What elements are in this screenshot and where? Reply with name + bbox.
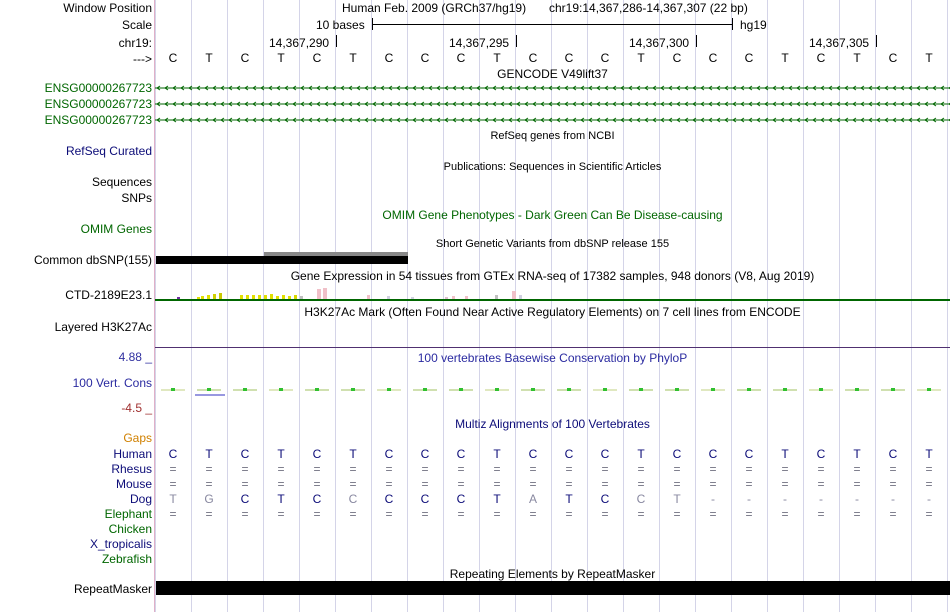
base-letter: C	[240, 51, 250, 65]
base-letter: T	[349, 51, 357, 65]
alignment-base: =	[709, 507, 717, 521]
alignment-base: =	[925, 477, 933, 491]
alignment-base: =	[889, 507, 897, 521]
gencode-track-title: GENCODE V49lift37	[497, 67, 608, 81]
alignment-base: =	[205, 507, 213, 521]
phylop-min-label: -4.5 _	[121, 401, 152, 415]
alignment-base: =	[817, 462, 825, 476]
alignment-base: -	[747, 492, 751, 506]
alignment-base: C	[348, 492, 358, 506]
base-letter: T	[925, 51, 933, 65]
repeatmasker-track-label[interactable]: RepeatMasker	[73, 582, 152, 596]
alignment-base: =	[493, 477, 501, 491]
alignment-base: =	[457, 507, 465, 521]
alignment-base: =	[349, 477, 357, 491]
alignment-base: =	[781, 477, 789, 491]
alignment-base: =	[241, 477, 249, 491]
alignment-base: =	[781, 507, 789, 521]
alignment-base: =	[277, 477, 285, 491]
alignment-base: =	[637, 462, 645, 476]
alignment-base: =	[385, 507, 393, 521]
base-letter: C	[888, 51, 898, 65]
refseq-track-title: RefSeq genes from NCBI	[490, 130, 615, 142]
position-text: chr19:14,367,286-14,367,307 (22 bp)	[549, 1, 748, 15]
alignment-base: C	[312, 447, 322, 461]
species-label-x-tropicalis[interactable]: X_tropicalis	[89, 537, 152, 551]
alignment-base: =	[889, 462, 897, 476]
snps-track-label[interactable]: SNPs	[121, 191, 152, 205]
species-label-human[interactable]: Human	[113, 447, 152, 461]
alignment-base: =	[745, 507, 753, 521]
phylop-track-label[interactable]: 100 Vert. Cons	[72, 376, 152, 390]
base-letter: C	[816, 51, 826, 65]
base-letter: T	[277, 51, 285, 65]
alignment-base: G	[204, 492, 214, 506]
alignment-base: =	[349, 507, 357, 521]
track-area[interactable]	[155, 0, 950, 612]
alignment-base: T	[169, 492, 177, 506]
alignment-base: T	[205, 447, 213, 461]
base-letter: C	[708, 51, 718, 65]
alignment-base: =	[817, 507, 825, 521]
alignment-base: C	[564, 447, 574, 461]
phylop-track-title: 100 vertebrates Basewise Conservation by PhyloP	[417, 351, 688, 365]
strand-label: --->	[133, 52, 152, 66]
alignment-base: =	[853, 507, 861, 521]
alignment-base: =	[205, 477, 213, 491]
base-letter: T	[637, 51, 645, 65]
alignment-base: =	[565, 477, 573, 491]
db-text: hg19	[740, 18, 767, 32]
alignment-base: T	[925, 447, 933, 461]
alignment-base: =	[421, 462, 429, 476]
dbsnp-track-label[interactable]: Common dbSNP(155)	[33, 253, 152, 267]
alignment-base: T	[493, 492, 501, 506]
alignment-base: =	[313, 477, 321, 491]
base-letter: T	[205, 51, 213, 65]
alignment-base: =	[925, 462, 933, 476]
species-label-dog[interactable]: Dog	[129, 492, 152, 506]
alignment-base: -	[783, 492, 787, 506]
alignment-base: C	[168, 447, 178, 461]
alignment-base: -	[819, 492, 823, 506]
alignment-base: C	[708, 447, 718, 461]
h3k27ac-track-label[interactable]: Layered H3K27Ac	[54, 320, 152, 334]
alignment-base: =	[745, 477, 753, 491]
multiz-gaps-label: Gaps	[123, 431, 152, 445]
alignment-base: C	[456, 492, 466, 506]
alignment-base: C	[744, 447, 754, 461]
alignment-base: C	[636, 492, 646, 506]
repeatmasker-track-title: Repeating Elements by RepeatMasker	[449, 567, 656, 581]
alignment-base: =	[853, 462, 861, 476]
alignment-base: T	[565, 492, 573, 506]
alignment-base: =	[925, 507, 933, 521]
alignment-base: C	[420, 492, 430, 506]
alignment-base: =	[817, 477, 825, 491]
alignment-base: T	[781, 447, 789, 461]
base-letter: C	[168, 51, 178, 65]
alignment-base: T	[349, 447, 357, 461]
alignment-base: T	[493, 447, 501, 461]
alignment-base: =	[241, 462, 249, 476]
alignment-base: =	[169, 477, 177, 491]
gencode-transcripts[interactable]	[155, 80, 950, 128]
gtex-gene-label[interactable]: CTD-2189E23.1	[65, 288, 152, 302]
alignment-base: =	[457, 462, 465, 476]
alignment-base: =	[529, 477, 537, 491]
species-label-zebrafish[interactable]: Zebrafish	[101, 552, 152, 566]
species-label-chicken[interactable]: Chicken	[108, 522, 152, 536]
alignment-base: =	[637, 477, 645, 491]
alignment-base: =	[493, 462, 501, 476]
omim-track-label[interactable]: OMIM Genes	[80, 222, 152, 236]
gtex-expression-bars[interactable]	[155, 286, 950, 302]
alignment-base: C	[600, 447, 610, 461]
alignment-base: C	[816, 447, 826, 461]
alignment-base: =	[565, 507, 573, 521]
phylop-conservation-plot[interactable]	[155, 380, 950, 400]
omim-track-title: OMIM Gene Phenotypes - Dark Green Can Be Disease-causing	[382, 208, 723, 222]
base-letter: C	[744, 51, 754, 65]
alignment-base: A	[528, 492, 537, 506]
phylop-max-label: 4.88 _	[118, 350, 152, 364]
window-position-label: Window Position	[63, 1, 152, 15]
gencode-item-label-3[interactable]: ENSG00000267723	[44, 113, 152, 127]
base-letter: C	[420, 51, 430, 65]
alignment-base: =	[709, 462, 717, 476]
base-letter: C	[528, 51, 538, 65]
base-letter: T	[853, 51, 861, 65]
alignment-base: =	[385, 462, 393, 476]
tick-label-4: 14,367,305	[809, 36, 870, 50]
alignment-base: =	[673, 477, 681, 491]
alignment-base: -	[927, 492, 931, 506]
gencode-item-label-1[interactable]: ENSG00000267723	[44, 81, 152, 95]
alignment-base: =	[313, 507, 321, 521]
alignment-base: =	[601, 477, 609, 491]
assembly-text: Human Feb. 2009 (GRCh37/hg19)	[342, 1, 527, 15]
tick-label-3: 14,367,300	[629, 36, 690, 50]
alignment-base: =	[457, 477, 465, 491]
alignment-base: =	[421, 507, 429, 521]
base-letter: T	[781, 51, 789, 65]
base-letter: C	[384, 51, 394, 65]
alignment-base: -	[855, 492, 859, 506]
species-label-elephant[interactable]: Elephant	[104, 507, 152, 521]
alignment-base: =	[385, 477, 393, 491]
dbsnp-track-title: Short Genetic Variants from dbSNP release 155	[435, 238, 670, 250]
repeatmasker-element[interactable]	[156, 581, 950, 595]
alignment-base: =	[565, 462, 573, 476]
alignment-base: =	[673, 507, 681, 521]
alignment-base: T	[853, 447, 861, 461]
alignment-base: C	[384, 447, 394, 461]
alignment-base: =	[349, 462, 357, 476]
chrom-label: chr19:	[118, 36, 152, 50]
publications-track-label[interactable]: Sequences	[91, 175, 152, 189]
tick-label-1: 14,367,290	[269, 36, 330, 50]
base-letter: C	[312, 51, 322, 65]
scale-bar	[372, 24, 732, 25]
scale-label: Scale	[121, 18, 152, 32]
tick-mark-4	[876, 35, 877, 47]
base-letter: C	[672, 51, 682, 65]
multiz-track-title: Multiz Alignments of 100 Vertebrates	[455, 417, 650, 431]
alignment-base: C	[240, 447, 250, 461]
alignment-base: =	[781, 462, 789, 476]
alignment-base: -	[891, 492, 895, 506]
alignment-base: =	[637, 507, 645, 521]
alignment-base: =	[169, 462, 177, 476]
alignment-base: =	[205, 462, 213, 476]
species-label-mouse[interactable]: Mouse	[115, 477, 152, 491]
alignment-base: =	[601, 507, 609, 521]
alignment-base: T	[673, 492, 681, 506]
alignment-base: C	[240, 492, 250, 506]
base-letter: T	[493, 51, 501, 65]
gencode-item-label-2[interactable]: ENSG00000267723	[44, 97, 152, 111]
h3k27ac-track-title: H3K27Ac Mark (Often Found Near Active Regulatory Elements) on 7 cell lines from ENCODE	[304, 305, 801, 319]
alignment-base: T	[637, 447, 645, 461]
alignment-base: =	[529, 462, 537, 476]
refseq-track-label[interactable]: RefSeq Curated	[65, 144, 152, 158]
alignment-base: =	[745, 462, 753, 476]
alignment-base: C	[384, 492, 394, 506]
publications-track-title: Publications: Sequences in Scientific Articles	[443, 161, 662, 173]
alignment-base: C	[420, 447, 430, 461]
alignment-base: =	[277, 462, 285, 476]
alignment-base: =	[889, 477, 897, 491]
alignment-base: =	[709, 477, 717, 491]
alignment-base: C	[456, 447, 466, 461]
base-letter: C	[564, 51, 574, 65]
dbsnp-variant-bar[interactable]	[156, 256, 408, 264]
alignment-base: C	[888, 447, 898, 461]
alignment-base: =	[493, 507, 501, 521]
scale-bar-right-tick	[732, 18, 733, 30]
base-letter: C	[456, 51, 466, 65]
tick-mark-3	[696, 35, 697, 47]
dbsnp-variant-bar-overlay[interactable]	[264, 252, 408, 256]
alignment-base: C	[672, 447, 682, 461]
alignment-base: -	[711, 492, 715, 506]
base-letter: C	[600, 51, 610, 65]
tick-label-2: 14,367,295	[449, 36, 510, 50]
alignment-base: C	[312, 492, 322, 506]
scale-text: 10 bases	[316, 18, 365, 32]
species-label-rhesus[interactable]: Rhesus	[111, 462, 152, 476]
alignment-base: =	[313, 462, 321, 476]
alignment-base: =	[169, 507, 177, 521]
alignment-base: =	[601, 462, 609, 476]
alignment-base: T	[277, 447, 285, 461]
alignment-base: C	[528, 447, 538, 461]
tick-mark-2	[516, 35, 517, 47]
alignment-base: =	[241, 507, 249, 521]
alignment-base: =	[529, 507, 537, 521]
alignment-base: T	[277, 492, 285, 506]
alignment-base: =	[673, 462, 681, 476]
h3k27ac-baseline	[155, 347, 950, 348]
alignment-base: C	[600, 492, 610, 506]
gtex-track-title: Gene Expression in 54 tissues from GTEx RNA-seq of 17382 samples, 948 donors (V8, Aug 2019)	[290, 269, 815, 283]
tick-mark-1	[336, 35, 337, 47]
alignment-base: =	[277, 507, 285, 521]
alignment-base: =	[853, 477, 861, 491]
track-labels	[0, 0, 154, 612]
alignment-base: =	[421, 477, 429, 491]
